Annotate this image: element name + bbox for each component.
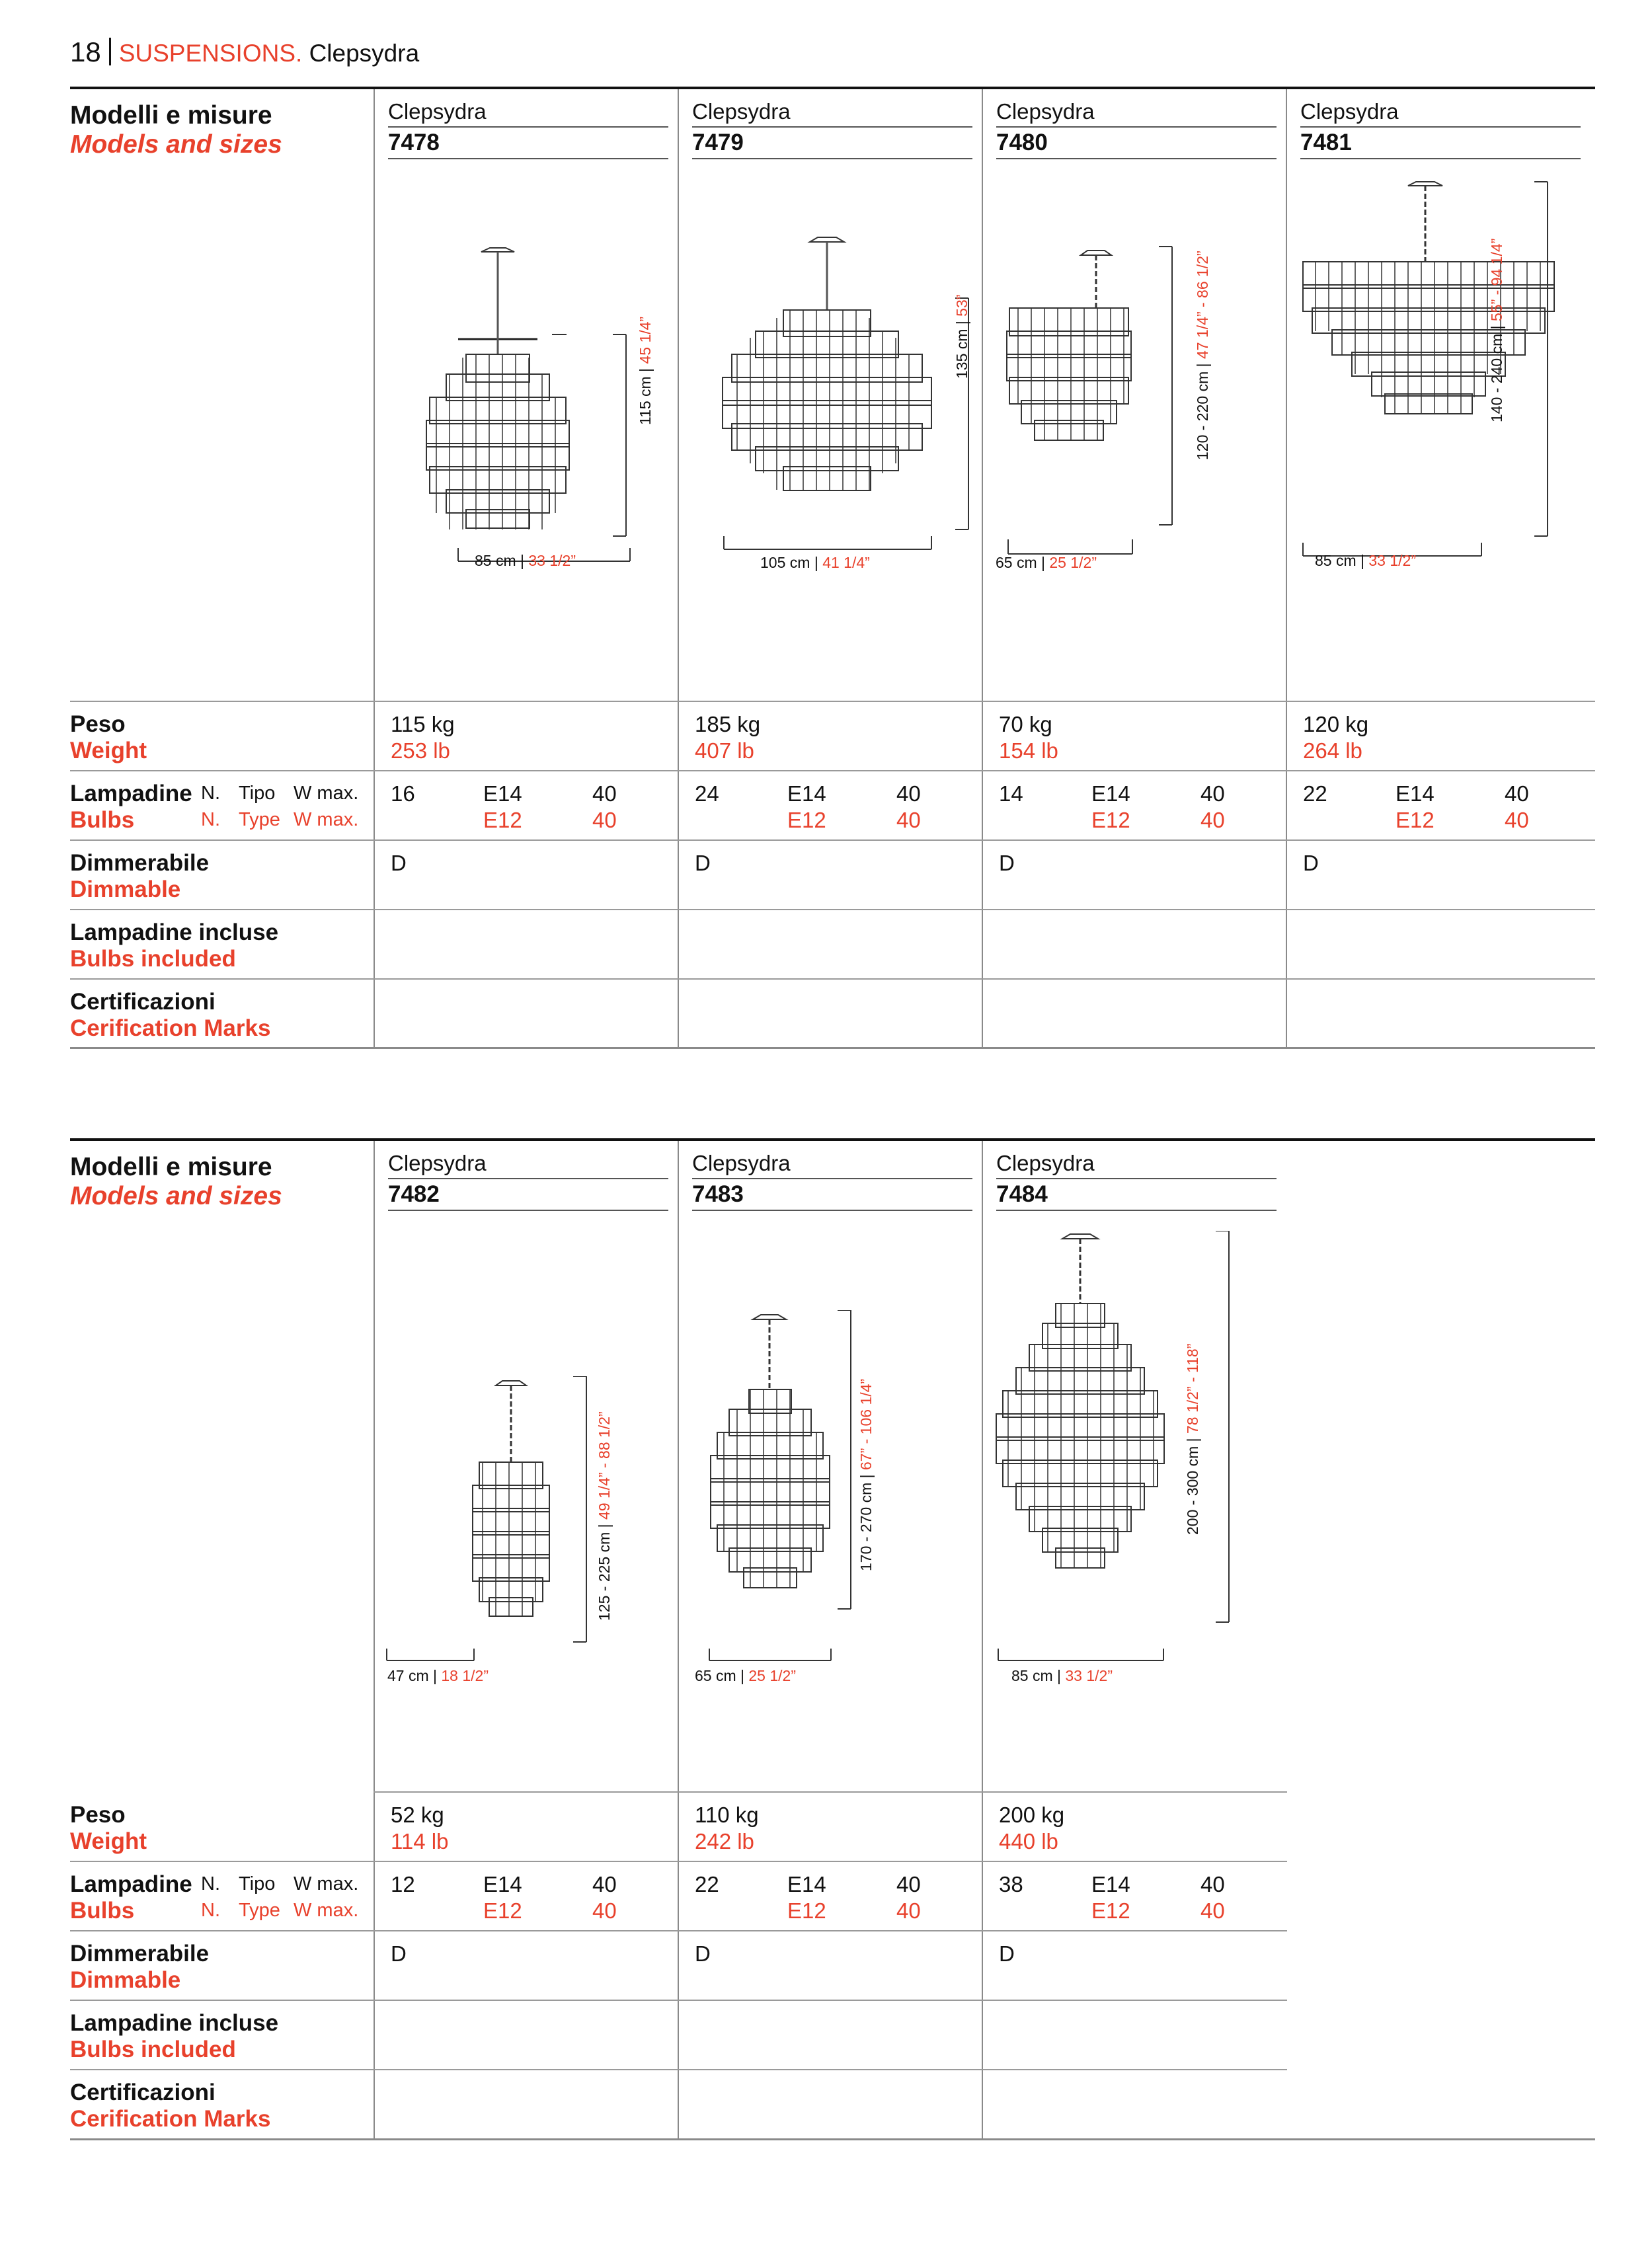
bulbs-wmax: 40 <box>592 1872 617 1896</box>
bulbs-wmax: 40 <box>896 1872 921 1896</box>
row-rule <box>70 1930 1287 1931</box>
bulbs-type: E14 <box>787 1872 826 1896</box>
bulbs-type-us: E12 <box>483 1898 522 1923</box>
bulbs-wmax-us: 40 <box>1200 1898 1225 1923</box>
model-header-7480 <box>996 98 1277 159</box>
dimmable-value: D <box>999 1941 1015 1966</box>
model-code: 7482 <box>388 1181 440 1207</box>
bulbs-wmax-label-en: W max. <box>294 1900 359 1921</box>
drawing-7481 <box>1286 179 1596 596</box>
drawing-7480 <box>982 219 1286 596</box>
drawing-7479 <box>678 212 982 596</box>
model-header-7478 <box>388 98 668 159</box>
row-rule <box>70 839 1595 841</box>
weight-lb: 242 lb <box>695 1829 754 1853</box>
dimmable-label-en: Dimmable <box>70 877 181 902</box>
bulbs-n-label: N. <box>201 783 220 804</box>
bulbs-wmax-label-en: W max. <box>294 809 359 830</box>
weight-lb: 253 lb <box>391 738 450 763</box>
model-code: 7479 <box>692 130 744 155</box>
table-bottom-rule <box>70 1047 1595 1049</box>
included-label-en: Bulbs included <box>70 2037 236 2062</box>
cert-label-it: Certificazioni <box>70 2080 216 2105</box>
drawing-7478 <box>374 225 678 596</box>
width-dim-7482: 47 cm | 18 1/2” <box>387 1667 489 1684</box>
row-rule <box>374 1791 1287 1793</box>
model-header-7481 <box>1300 98 1581 159</box>
height-dim-7482: 125 - 225 cm | 49 1/4” - 88 1/2” <box>596 1411 613 1621</box>
table-top-rule <box>70 87 1595 89</box>
bulbs-n: 24 <box>695 781 719 806</box>
bulbs-type: E14 <box>787 781 826 806</box>
model-code: 7483 <box>692 1181 744 1207</box>
row-rule <box>70 978 1595 980</box>
weight-lb: 407 lb <box>695 738 754 763</box>
weight-kg: 52 kg <box>391 1803 444 1827</box>
model-header-7479 <box>692 98 972 159</box>
row-rule <box>70 1861 1287 1862</box>
width-dim-7478: 85 cm | 33 1/2” <box>475 552 576 569</box>
bulbs-label-en: Bulbs <box>70 807 135 833</box>
bulbs-wmax-us: 40 <box>1505 808 1529 832</box>
weight-kg: 110 kg <box>695 1803 759 1827</box>
bulbs-type-label-en: Type <box>239 1900 280 1921</box>
bulbs-n: 22 <box>1303 781 1327 806</box>
row-rule <box>70 2000 1287 2001</box>
bulbs-wmax-us: 40 <box>1200 808 1225 832</box>
width-dim-7479: 105 cm | 41 1/4” <box>760 554 870 571</box>
weight-label-en: Weight <box>70 1828 147 1854</box>
bulbs-type-us: E12 <box>1091 1898 1130 1923</box>
bulbs-type: E14 <box>483 1872 522 1896</box>
bulbs-label-it: Lampadine <box>70 1871 192 1897</box>
bulbs-type-us: E12 <box>1396 808 1435 832</box>
table-top-rule <box>70 1138 1595 1141</box>
bulbs-wmax-label: W max. <box>294 783 359 804</box>
bulbs-wmax-us: 40 <box>592 1898 617 1923</box>
cert-label-it: Certificazioni <box>70 989 216 1015</box>
table-bottom-rule <box>70 2138 1595 2140</box>
bulbs-wmax-label: W max. <box>294 1873 359 1894</box>
height-dim-7478: 115 cm | 45 1/4” <box>637 316 654 425</box>
page-number: 18 <box>70 36 101 67</box>
bulbs-wmax: 40 <box>592 781 617 806</box>
included-label-it: Lampadine incluse <box>70 2010 279 2036</box>
model-family: Clepsydra <box>388 99 487 124</box>
height-dim-7481: 140 - 240 cm | 55” - 94 1/4” <box>1488 238 1505 422</box>
models-label-it: Modelli e misure <box>70 101 272 130</box>
width-dim-7480: 65 cm | 25 1/2” <box>996 554 1097 571</box>
bulbs-label-it: Lampadine <box>70 781 192 806</box>
height-dim-7484: 200 - 300 cm | 78 1/2” - 118” <box>1184 1343 1201 1535</box>
models-label-en: Models and sizes <box>70 1182 282 1210</box>
models-label-it: Modelli e misure <box>70 1153 272 1181</box>
bulbs-type: E14 <box>483 781 522 806</box>
header-category: SUSPENSIONS. <box>118 40 303 67</box>
bulbs-wmax-us: 40 <box>896 808 921 832</box>
model-family: Clepsydra <box>692 1151 791 1175</box>
dimmable-label-it: Dimmerabile <box>70 1941 210 1967</box>
bulbs-wmax: 40 <box>1200 1872 1225 1896</box>
bulbs-n: 16 <box>391 781 415 806</box>
cert-label-en: Cerification Marks <box>70 1015 271 1041</box>
bulbs-type-us: E12 <box>787 1898 826 1923</box>
model-family: Clepsydra <box>692 99 791 124</box>
dimmable-label-en: Dimmable <box>70 1967 181 1993</box>
width-dim-7483: 65 cm | 25 1/2” <box>695 1667 796 1684</box>
row-rule <box>70 909 1595 910</box>
bulbs-type-label-en: Type <box>239 809 280 830</box>
weight-kg: 120 kg <box>1303 712 1369 736</box>
height-dim-7480: 120 - 220 cm | 47 1/4” - 86 1/2” <box>1194 251 1211 460</box>
model-code: 7478 <box>388 130 440 155</box>
bulbs-n-label: N. <box>201 1873 220 1894</box>
dimmable-value: D <box>999 851 1015 875</box>
model-header-7484 <box>996 1150 1277 1211</box>
bulbs-wmax: 40 <box>1200 781 1225 806</box>
height-dim-7483: 170 - 270 cm | 67” - 106 1/4” <box>857 1378 875 1571</box>
row-rule <box>70 701 1595 702</box>
bulbs-n: 12 <box>391 1872 415 1896</box>
bulbs-n: 14 <box>999 781 1023 806</box>
drawing-7484 <box>982 1231 1286 1680</box>
model-family: Clepsydra <box>1300 99 1399 124</box>
weight-lb: 440 lb <box>999 1829 1058 1853</box>
included-label-en: Bulbs included <box>70 946 236 972</box>
weight-kg: 115 kg <box>391 712 455 736</box>
spec-table-1 <box>70 87 1595 1052</box>
included-label-it: Lampadine incluse <box>70 919 279 945</box>
page-header <box>70 36 419 70</box>
bulbs-type: E14 <box>1091 781 1130 806</box>
model-code: 7484 <box>996 1181 1048 1207</box>
weight-label-it: Peso <box>70 711 126 737</box>
models-label-en: Models and sizes <box>70 130 282 159</box>
bulbs-wmax: 40 <box>896 781 921 806</box>
bulbs-type-label: Tipo <box>239 1873 276 1894</box>
bulbs-wmax-us: 40 <box>592 808 617 832</box>
weight-kg: 70 kg <box>999 712 1052 736</box>
bulbs-n: 22 <box>695 1872 719 1896</box>
bulbs-type: E14 <box>1091 1872 1130 1896</box>
cert-label-en: Cerification Marks <box>70 2106 271 2132</box>
dimmable-value: D <box>695 1941 711 1966</box>
drawing-7483 <box>678 1310 982 1680</box>
weight-kg: 200 kg <box>999 1803 1065 1827</box>
dimmable-value: D <box>695 851 711 875</box>
row-rule <box>70 770 1595 771</box>
row-rule <box>70 2069 1287 2070</box>
header-family: Clepsydra <box>309 40 420 67</box>
weight-label-en: Weight <box>70 738 147 763</box>
drawing-7482 <box>374 1376 678 1680</box>
bulbs-n-label-en: N. <box>201 1900 220 1921</box>
model-header-7482 <box>388 1150 668 1211</box>
header-divider <box>109 38 111 65</box>
width-dim-7484: 85 cm | 33 1/2” <box>1011 1667 1113 1684</box>
weight-kg: 185 kg <box>695 712 761 736</box>
bulbs-type-us: E12 <box>1091 808 1130 832</box>
dimmable-value: D <box>1303 851 1319 875</box>
bulbs-type-us: E12 <box>483 808 522 832</box>
model-family: Clepsydra <box>996 1151 1095 1175</box>
bulbs-n: 38 <box>999 1872 1023 1896</box>
model-family: Clepsydra <box>996 99 1095 124</box>
weight-lb: 264 lb <box>1303 738 1362 763</box>
dimmable-value: D <box>391 1941 407 1966</box>
dimmable-label-it: Dimmerabile <box>70 850 210 876</box>
bulbs-type-label: Tipo <box>239 783 276 804</box>
bulbs-wmax-us: 40 <box>896 1898 921 1923</box>
model-code: 7480 <box>996 130 1048 155</box>
weight-label-it: Peso <box>70 1802 126 1828</box>
spec-table-2 <box>70 1138 1595 2143</box>
bulbs-wmax: 40 <box>1505 781 1529 806</box>
weight-lb: 114 lb <box>391 1829 449 1853</box>
model-family: Clepsydra <box>388 1151 487 1175</box>
bulbs-type: E14 <box>1396 781 1435 806</box>
height-dim-7479: 135 cm | 53” <box>953 294 970 379</box>
weight-lb: 154 lb <box>999 738 1058 763</box>
width-dim-7481: 85 cm | 33 1/2” <box>1315 552 1416 569</box>
bulbs-type-us: E12 <box>787 808 826 832</box>
bulbs-label-en: Bulbs <box>70 1898 135 1924</box>
model-header-7483 <box>692 1150 972 1211</box>
model-code: 7481 <box>1300 130 1352 155</box>
bulbs-n-label-en: N. <box>201 809 220 830</box>
dimmable-value: D <box>391 851 407 875</box>
